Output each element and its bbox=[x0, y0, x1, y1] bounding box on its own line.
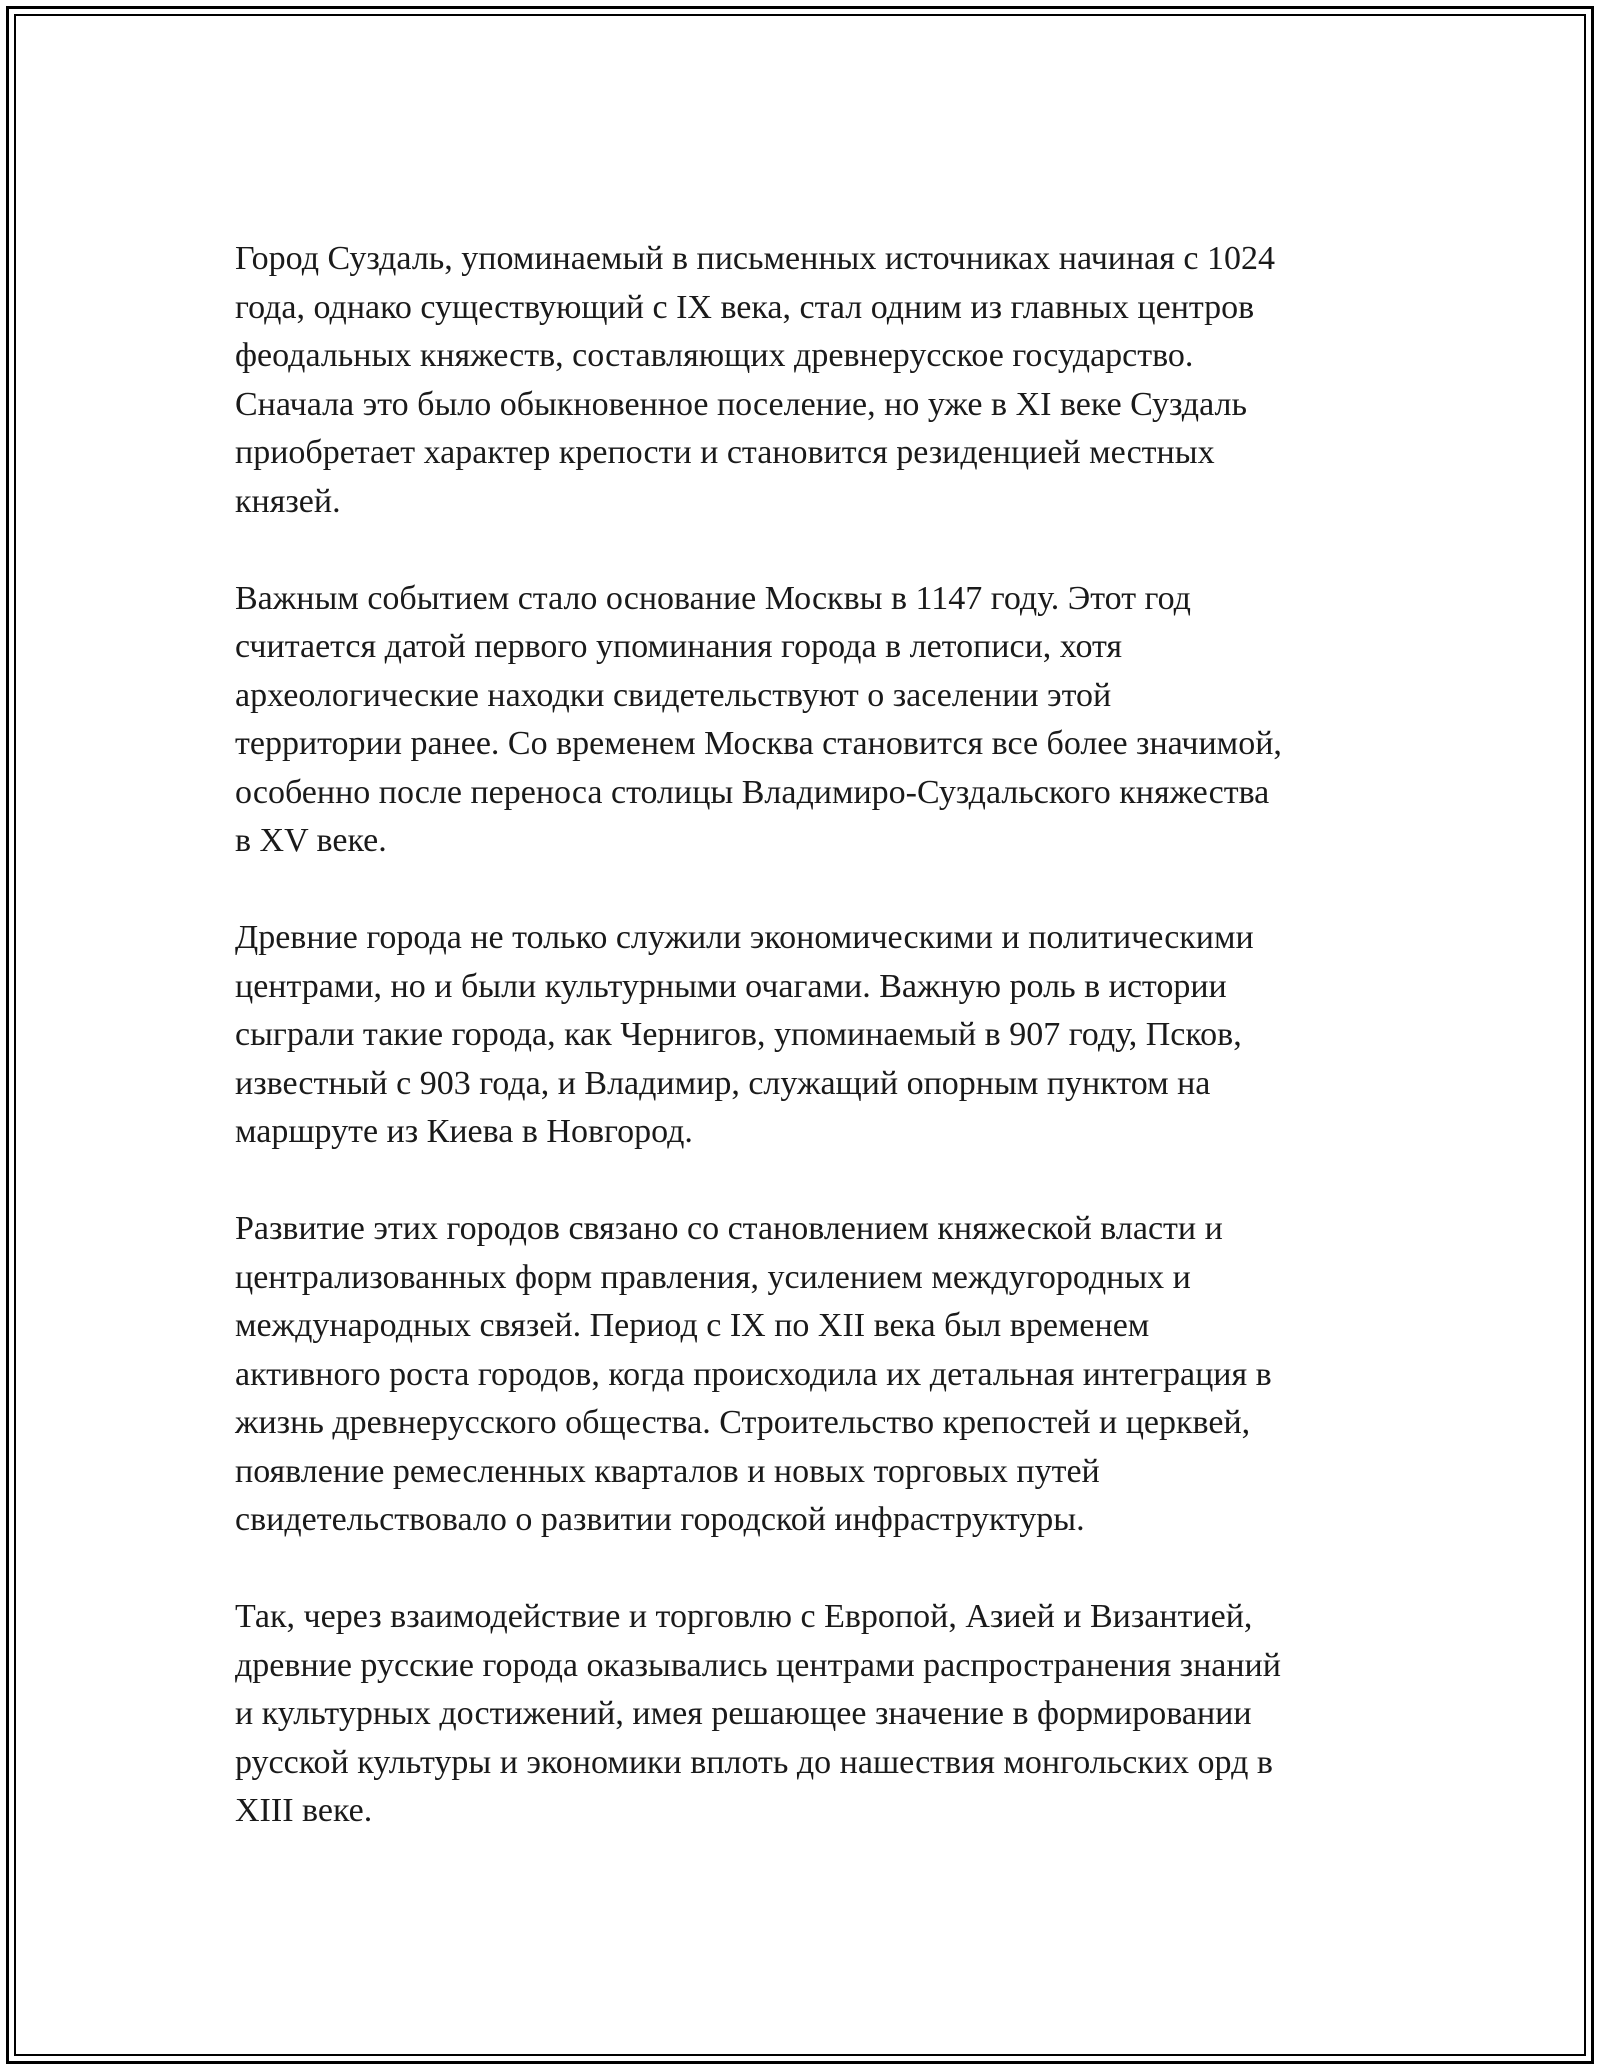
text-line: международных связей. Период с IX по XII века был временем bbox=[235, 1307, 1150, 1344]
text-line: появление ремесленных кварталов и новых торговых путей bbox=[235, 1452, 1100, 1490]
text-line: сыграли такие города, как Чернигов, упоминаемый в 907 году, Псков, bbox=[235, 1016, 1242, 1053]
text-line: археологические находки свидетельствуют о заселении этой bbox=[235, 676, 1112, 714]
text-line: центрами, но и были культурными очагами. Важную роль в истории bbox=[235, 967, 1227, 1005]
text-line: года, однако существующий с IX века, стал одним из главных центров bbox=[235, 288, 1255, 326]
text-line: в XV веке. bbox=[235, 822, 387, 859]
text-line: свидетельствовало о развитии городской инфраструктуры. bbox=[235, 1501, 1085, 1538]
text-line: Развитие этих городов связано со становлением княжеской власти и bbox=[235, 1210, 1223, 1247]
text-line: территории ранее. Со временем Москва становится все более значимой, bbox=[235, 725, 1282, 762]
text-line: Так, через взаимодействие и торговлю с Европой, Азией и Византией, bbox=[235, 1598, 1253, 1635]
paragraph-ancient-cities bbox=[235, 914, 1375, 1157]
text-line: Сначала это было обыкновенное поселение, но уже в XI веке Суздаль bbox=[235, 385, 1247, 423]
text-line: маршруте из Киева в Новгород. bbox=[235, 1113, 693, 1150]
text-line: считается датой первого упоминания города в летописи, хотя bbox=[235, 628, 1123, 665]
paragraph-suzdal bbox=[235, 235, 1375, 526]
text-line: Древние города не только служили экономическими и политическими bbox=[235, 919, 1254, 956]
text-line: жизнь древнерусского общества. Строительство крепостей и церквей, bbox=[235, 1404, 1251, 1441]
text-line: русской культуры и экономики вплоть до нашествия монгольских орд в bbox=[235, 1743, 1273, 1781]
text-line: древние русские города оказывались центрами распространения знаний bbox=[235, 1646, 1281, 1684]
paragraph-moscow bbox=[235, 575, 1375, 866]
text-line: централизованных форм правления, усилением междугородных и bbox=[235, 1258, 1191, 1296]
text-line: князей. bbox=[235, 482, 341, 520]
text-line: Важным событием стало основание Москвы в 1147 году. Этот год bbox=[235, 579, 1191, 617]
text-line: известный с 903 года, и Владимир, служащий опорным пунктом на bbox=[235, 1064, 1211, 1102]
paragraph-development bbox=[235, 1205, 1375, 1545]
text-line: активного роста городов, когда происходила их детальная интеграция в bbox=[235, 1355, 1272, 1393]
paragraph-trade bbox=[235, 1593, 1375, 1836]
text-line: и культурных достижений, имея решающее значение в формировании bbox=[235, 1695, 1252, 1732]
document-body bbox=[235, 235, 1375, 1884]
text-line: Город Суздаль, упоминаемый в письменных источниках начиная с 1024 bbox=[235, 240, 1276, 277]
text-line: особенно после переноса столицы Владимиро-Суздальского княжества bbox=[235, 773, 1270, 811]
text-line: феодальных княжеств, составляющих древнерусское государство. bbox=[235, 337, 1194, 374]
text-line: приобретает характер крепости и становится резиденцией местных bbox=[235, 434, 1215, 471]
text-line: XIII веке. bbox=[235, 1792, 373, 1829]
